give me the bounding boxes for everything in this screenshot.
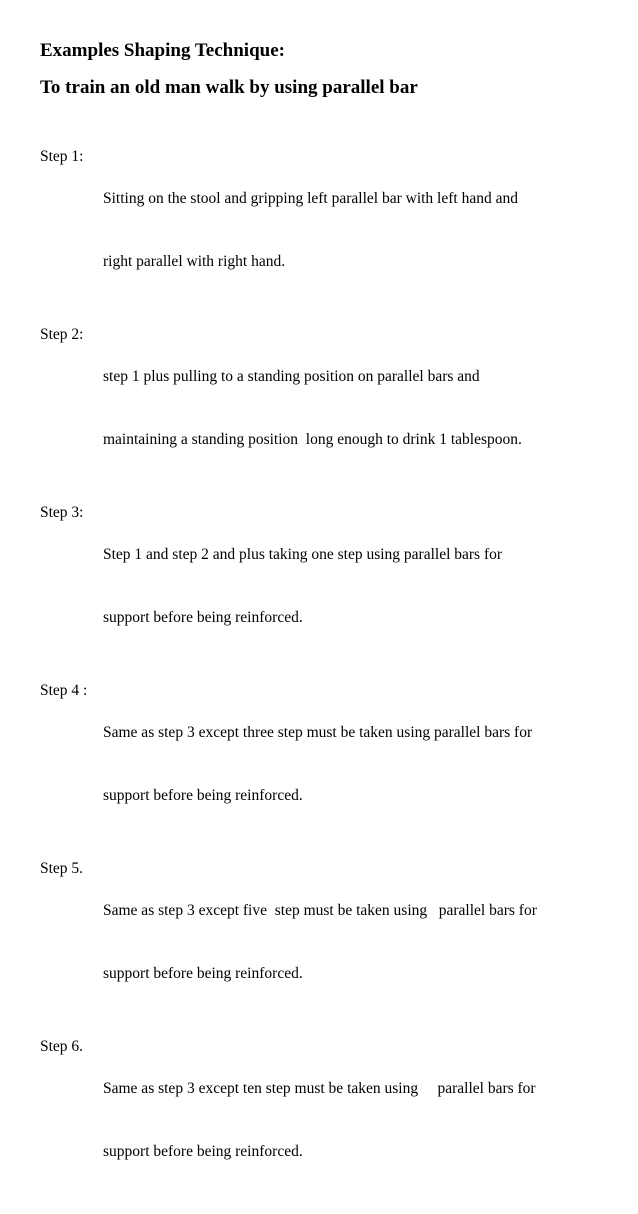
step-label: Step 6. <box>40 1038 84 1055</box>
step-3 <box>40 502 625 670</box>
step-label: Step 1: <box>40 148 84 165</box>
step-text-line: support before being reinforced. <box>103 965 303 982</box>
step-text-line: Same as step 3 except three step must be taken using parallel bars for <box>103 724 533 741</box>
step-6 <box>40 1036 625 1204</box>
step-text-line: Sitting on the stool and gripping left parallel bar with left hand and <box>103 190 518 207</box>
step-4 <box>40 680 625 848</box>
slide-subtitle: To train an old man walk by using parallel bar <box>40 77 418 98</box>
step-text-line: Step 1 and step 2 and plus taking one step using parallel bars for <box>103 546 503 563</box>
step-text-line: right parallel with right hand. <box>103 253 286 270</box>
step-label: Step 2: <box>40 326 84 343</box>
step-text-line: support before being reinforced. <box>103 1143 303 1160</box>
step-text-line: step 1 plus pulling to a standing position on parallel bars and <box>103 368 480 385</box>
step-text <box>103 680 625 848</box>
step-text <box>103 146 625 314</box>
step-text-line: support before being reinforced. <box>103 787 303 804</box>
step-text <box>103 858 625 1026</box>
step-text-line: maintaining a standing position long enough to drink 1 tablespoon. <box>103 431 522 448</box>
step-text <box>103 502 625 670</box>
step-label: Step 5. <box>40 860 84 877</box>
step-2 <box>40 324 625 492</box>
step-text <box>103 324 625 492</box>
step-5 <box>40 858 625 1026</box>
step-label: Step 4 : <box>40 682 88 699</box>
step-text-line: support before being reinforced. <box>103 609 303 626</box>
steps-list <box>40 146 625 1214</box>
step-text-line: Same as step 3 except five step must be taken using parallel bars for <box>103 902 537 919</box>
slide-title: Examples Shaping Technique: <box>40 40 285 61</box>
step-1 <box>40 146 625 314</box>
step-label: Step 3: <box>40 504 84 521</box>
step-text-line: Same as step 3 except ten step must be taken using parallel bars for <box>103 1080 536 1097</box>
step-text <box>103 1036 625 1204</box>
